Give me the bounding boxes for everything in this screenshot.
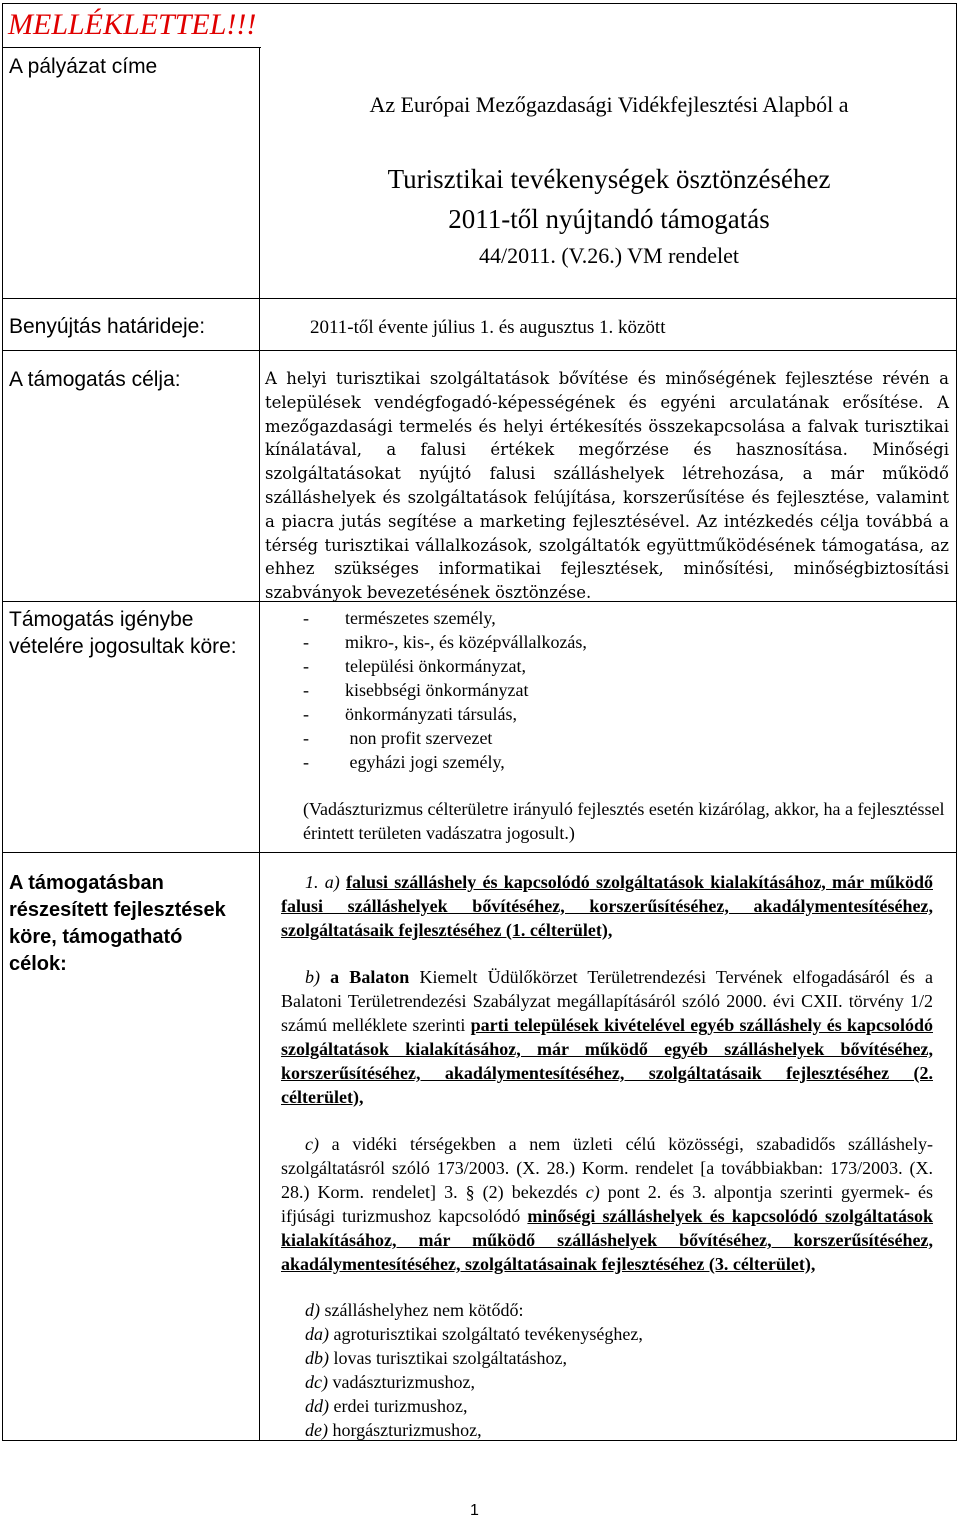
development-label-1: A támogatásban <box>9 872 164 894</box>
table-border-top <box>2 3 957 4</box>
list-item: - önkormányzati társulás, <box>303 704 517 724</box>
hunting-note: (Vadászturizmus célterületre irányuló fejlesztés esetén kizárólag, akkor, ha a fejlesztéssel érintett területen vadászatra jogosult.) <box>303 799 945 843</box>
title-line-1: Az Európai Mezőgazdasági Vidékfejlesztési Alapból a <box>369 92 849 117</box>
item-a-text: falusi szálláshely és kapcsolódó szolgáltatások kialakításához, már működő falusi szálláshelyek bővítéséhez, korszerűsítéséhez, akadálymentesítéséhez, szolgáltatásaik fejlesztéséhez (1. célterület), <box>281 872 933 940</box>
eligible-label-2: vételére jogosultak köre: <box>9 635 237 658</box>
title-line-2: Turisztikai tevékenységek ösztönzéséhez <box>387 164 831 194</box>
item-d <box>305 1298 945 1442</box>
item-c-text: minőségi szálláshelyek és kapcsolódó szolgáltatások kialakításához, már működő szálláshelyek bővítéséhez, korszerűsítéséhez, akadálymentesítéséhez, szolgáltatásainak fejlesztéséhez (3. célterület), <box>281 1206 934 1274</box>
item-c-number: c) <box>305 1134 319 1154</box>
row-divider-2 <box>2 350 957 351</box>
attachment-note: MELLÉKLETTEL!!! <box>8 8 257 41</box>
item-b: b) a Balaton Kiemelt Üdülőkörzet Területrendezési Tervének elfogadásáról és a Balatoni Területrendezési Szabályzat megállapításáról szóló 2000. évi CXII. törvény 1/2 számú melléklete szerinti parti települések kivételével egyéb szálláshely és kapcsolódó szolgáltatások kialakításához, már működő egyéb szálláshelyek bővítéséhez, korszerűsítéséhez, akadálymentesítéséhez, szolgáltatásaik fejlesztéséhez (2. célterület), <box>281 967 934 1107</box>
column-divider <box>259 47 260 1441</box>
list-item: - települési önkormányzat, <box>303 656 526 676</box>
goal-label: A támogatás célja: <box>9 368 181 391</box>
item-a <box>281 870 933 942</box>
item-b-text: parti települések kivételével egyéb szálláshely és kapcsolódó szolgáltatások kialakításához, már működő egyéb szálláshelyek bővítéséhez, korszerűsítéséhez, akadálymentesítéséhez, szolgáltatásaik fejlesztéséhez (2. célterület), <box>281 1015 933 1107</box>
row-divider-1 <box>2 298 957 299</box>
eligible-label-1: Támogatás igénybe <box>9 608 194 631</box>
deadline-label: Benyújtás határideje: <box>9 315 206 338</box>
list-item: dc) vadászturizmushoz, <box>305 1372 475 1392</box>
list-item: - mikro-, kis-, és középvállalkozás, <box>303 632 587 652</box>
list-item: db) lovas turisztikai szolgáltatáshoz, <box>305 1348 567 1368</box>
table-border-left <box>2 3 3 1441</box>
title-line-3: 2011-től nyújtandó támogatás <box>448 204 770 234</box>
development-label-2: részesített fejlesztések <box>9 899 226 921</box>
title-line-4: 44/2011. (V.26.) VM rendelet <box>479 243 739 268</box>
list-item: - természetes személy, <box>303 608 496 628</box>
list-item: da) agroturisztikai szolgáltató tevékenységhez, <box>305 1324 643 1344</box>
item-c: c) a vidéki térségekben a nem üzleti célú közösségi, szabadidős szálláshely-szolgáltatásról szóló 173/2003. (X. 28.) Korm. rendelet [a továbbiakban: 173/2003. (X. 28.) Korm. rendelet] 3. § (2) bekezdés c) pont 2. és 3. alpontja szerinti gyermek- és ifjúsági turizmushoz kapcsolódó minőségi szálláshelyek és kapcsolódó szolgáltatások kialakításához, már működő szálláshelyek bővítéséhez, korszerűsítéséhez, akadálymentesítéséhez, szolgáltatásainak fejlesztéséhez (3. célterület), <box>281 1134 934 1274</box>
row-divider-4 <box>2 852 957 853</box>
eligible-list <box>303 606 903 774</box>
table-border-right <box>956 3 957 1441</box>
goal-text: A helyi turisztikai szolgáltatások bővítése és minőségének fejlesztése révén a települések vendégfogadó-képességének és egyéni arculatának erősítése. A mezőgazdasági termelés és helyi értékesítés összekapcsolása a falvak turisztikai kínálatával, a falusi értékek megőrzése és hasznosítása. Minőségi szolgáltatásokat nyújtó falusi szálláshelyek létrehozása, a már működő szálláshelyek és szolgáltatások felújítása, korszerűsítése és fejlesztése, valamint a piacra jutás segítése a marketing fejlesztésével. Az intézkedés célja továbbá a térség turisztikai vállalkozások, szolgáltatók együttműködésének támogatása, az ehhez szükséges informatikai fejlesztések, minősítési, minőségbiztosítási szabványok bevezetésének ösztönzése. <box>265 369 949 603</box>
item-a-number: 1. a) <box>305 872 340 892</box>
title-label: A pályázat címe <box>9 55 158 78</box>
development-label-4: célok: <box>9 953 67 975</box>
list-item: de) horgászturizmushoz, <box>305 1420 482 1440</box>
item-b-number: b) <box>305 967 320 987</box>
item-d-line: d) szálláshelyhez nem kötődő: <box>305 1300 524 1320</box>
list-item: - kisebbségi önkormányzat <box>303 680 529 700</box>
page-number: 1 <box>470 1502 479 1519</box>
list-item: dd) erdei turizmushoz, <box>305 1396 468 1416</box>
development-label-3: köre, támogatható <box>9 926 183 948</box>
header-divider <box>2 47 261 48</box>
deadline-value: 2011-től évente július 1. és augusztus 1. között <box>310 317 666 338</box>
list-item: - non profit szervezet <box>303 728 493 748</box>
list-item: - egyházi jogi személy, <box>303 752 505 772</box>
